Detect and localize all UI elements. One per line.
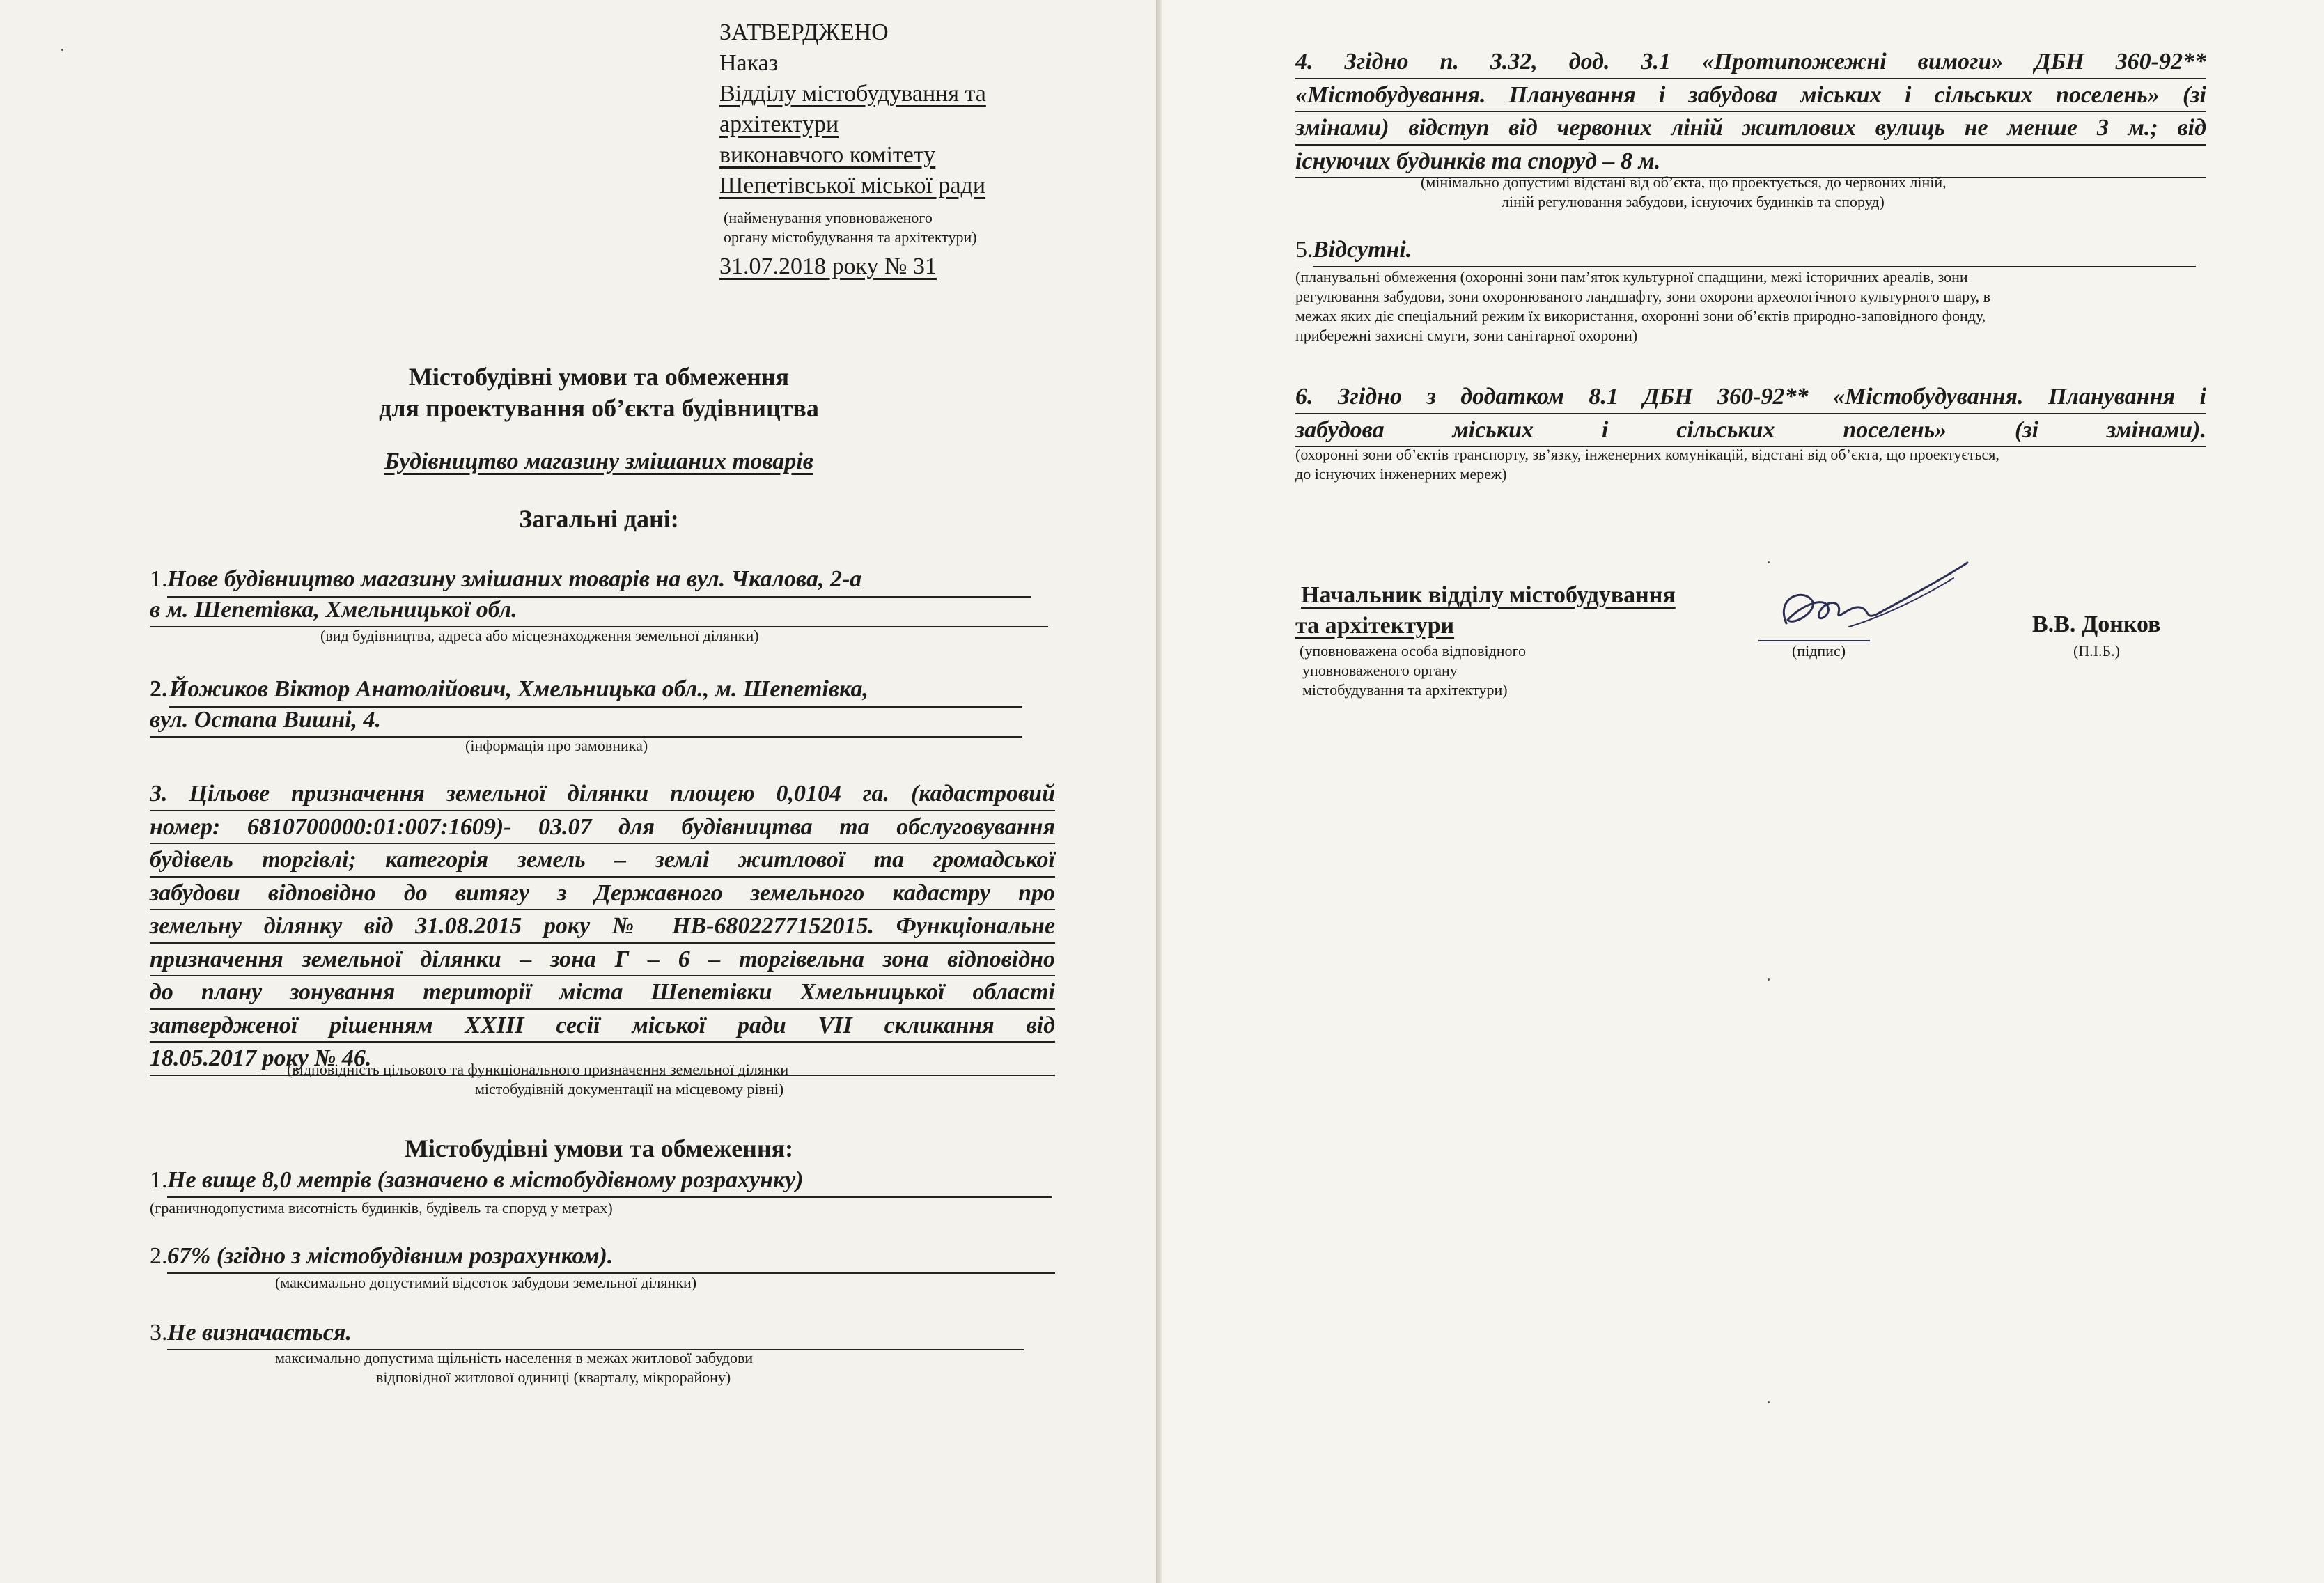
cond-4-line: 4. Згідно п. 3.32, дод. 3.1 «Протипожежні вимоги» ДБН 360-92** [1295,46,2206,79]
name-caption: (П.І.Б.) [2073,642,2120,660]
item-1-line-1: Нове будівництво магазину змішаних товарів на вул. Чкалова, 2-а [167,566,862,592]
cond-2-number: 2. [150,1243,168,1269]
cond-1-underline [167,1196,1052,1198]
signatory-position-2: та архітектури [1295,613,1455,639]
cond-2-caption: (максимально допустимий відсоток забудови земельної ділянки) [275,1274,697,1291]
signatory-position-1: Начальник відділу містобудування [1301,582,1676,608]
item-1-number: 1. [150,566,168,592]
cond-6-line: забудова міських і сільських поселень» (зі змінами). [1295,414,2206,448]
item-3-caption-2: містобудівній документації на місцевому рівні) [475,1080,784,1098]
condition-4 [1295,46,2206,178]
approval-dept-3: виконавчого комітету [719,142,936,168]
approval-dept-2: архітектури [719,111,839,137]
cond-3-number: 3. [150,1320,168,1346]
item-3-caption-1: (відповідність цільового та функціонального призначення земельної ділянки [287,1061,789,1078]
signatory-caption-1: (уповноважена особа відповідного [1300,642,1527,660]
cond-4-caption-2: ліній регулювання забудови, існуючих будинків та споруд) [1502,193,1885,210]
approval-caption-1: (найменування уповноваженого [724,209,933,226]
general-heading: Загальні дані: [519,505,679,533]
conditions-heading: Містобудівні умови та обмеження: [404,1134,794,1162]
cond-1-number: 1. [150,1167,168,1193]
cond-5-underline [1313,266,2196,267]
signatory-caption-2: уповноваженого органу [1302,662,1458,679]
approval-dept-4: Шепетівської міської ради [719,173,986,198]
signatory-name: В.В. Донков [2032,611,2161,637]
cond-5-caption-1: (планувальні обмеження (охоронні зони пам’яток культурної спадщини, межі історичних ареалів, зони [1295,268,1968,286]
cond-6-caption-1: (охоронні зони об’єктів транспорту, зв’язку, інженерних комунікацій, відстані від об’єкта, що проектується, [1295,446,1999,463]
cond-4-line: змінами) відступ від червоних ліній житлових вулиць не менше 3 м.; від [1295,112,2206,146]
approval-title: ЗАТВЕРДЖЕНО [719,20,889,45]
item-2-line-2: вул. Остапа Вишні, 4. [150,707,382,733]
cond-3-caption-1: максимально допустима щільність населення в межах житлової забудови [275,1349,754,1366]
item-3-line: номер: 6810700000:01:007:1609)- 03.07 для будівництва та обслуговування [150,811,1055,845]
approval-dept-1: Відділу містобудування та [719,81,986,107]
item-3-line: до плану зонування території міста Шепетівки Хмельницької області [150,976,1055,1010]
scan-speck [1768,978,1770,981]
condition-6 [1295,381,2206,447]
approval-order: Наказ [719,50,779,76]
cond-5-number: 5. [1295,237,1313,263]
cond-4-line: «Містобудування. Планування і забудова міських і сільських поселень» (зі [1295,79,2206,113]
scan-speck [61,49,63,51]
item-3-line: земельну ділянку від 31.08.2015 року № НВ-6802277152015. Функціональне [150,910,1055,944]
signature-caption: (підпис) [1792,642,1846,660]
item-2-number: 2. [150,676,168,702]
cond-5-caption-2: регулювання забудови, зони охоронюваного ландшафту, зони охорони археологічного культурного шару, в [1295,288,1991,305]
signatory-caption-3: містобудування та архітектури) [1302,681,1508,699]
object-name: Будівництво магазину змішаних товарів [384,449,813,474]
page-fold [1156,0,1162,1583]
cond-4-caption-1: (мінімально допустимі відстані від об’єкта, що проектується, до червоних ліній, [1421,173,1947,191]
scan-speck [1768,1401,1770,1403]
item-1-line-2: в м. Шепетівка, Хмельницької обл. [150,597,517,623]
item-3-line: затвердженої рішенням XXIII сесії міської ради VII скликання від [150,1010,1055,1043]
cond-3-text: Не визначається. [167,1320,352,1346]
cond-5-text: Відсутні. [1313,237,1412,263]
scan-speck [1768,561,1770,563]
document-subtitle: для проектування об’єкта будівництва [379,394,819,422]
general-item-3 [150,778,1055,1076]
approval-date-number: 31.07.2018 року № 31 [719,254,937,279]
cond-6-caption-2: до існуючих інженерних мереж) [1295,465,1507,483]
item-2-line-1: Йожиков Віктор Анатолійович, Хмельницька обл., м. Шепетівка, [169,676,868,702]
cond-6-line: 6. Згідно з додатком 8.1 ДБН 360-92** «Містобудування. Планування і [1295,381,2206,414]
cond-3-caption-2: відповідної житлової одиниці (кварталу, мікрорайону) [376,1368,731,1386]
item-3-line: 18.05.2017 року № 46. [150,1043,1055,1076]
item-2-caption: (інформація про замовника) [465,737,648,754]
item-3-line: забудови відповідно до витягу з Державного земельного кадастру про [150,878,1055,911]
item-1-caption: (вид будівництва, адреса або місцезнаходження земельної ділянки) [320,627,759,644]
item-3-line: 3. Цільове призначення земельної ділянки площею 0,0104 га. (кадастровий [150,778,1055,811]
cond-1-text: Не вище 8,0 метрів (зазначено в містобудівному розрахунку) [167,1167,804,1193]
item-3-line: будівель торгівлі; категорія земель – землі житлової та громадської [150,844,1055,878]
item-3-line: призначення земельної ділянки – зона Г – 6 – торгівельна зона відповідно [150,944,1055,977]
document-title: Містобудівні умови та обмеження [408,363,790,391]
cond-1-caption: (граничнодопустима висотність будинків, будівель та споруд у метрах) [150,1199,613,1217]
handwritten-signature [1745,557,1995,651]
cond-5-caption-3: межах яких діє спеціальний режим їх використання, охоронні зони об’єктів природно-заповідного фонду, [1295,307,1986,325]
cond-5-caption-4: прибережні захисні смуги, зони санітарної охорони) [1295,327,1638,344]
cond-2-text: 67% (згідно з містобудівним розрахунком). [167,1243,614,1269]
approval-caption-2: органу містобудування та архітектури) [724,228,977,246]
cond-4-line: існуючих будинків та споруд – 8 м. [1295,146,2206,179]
